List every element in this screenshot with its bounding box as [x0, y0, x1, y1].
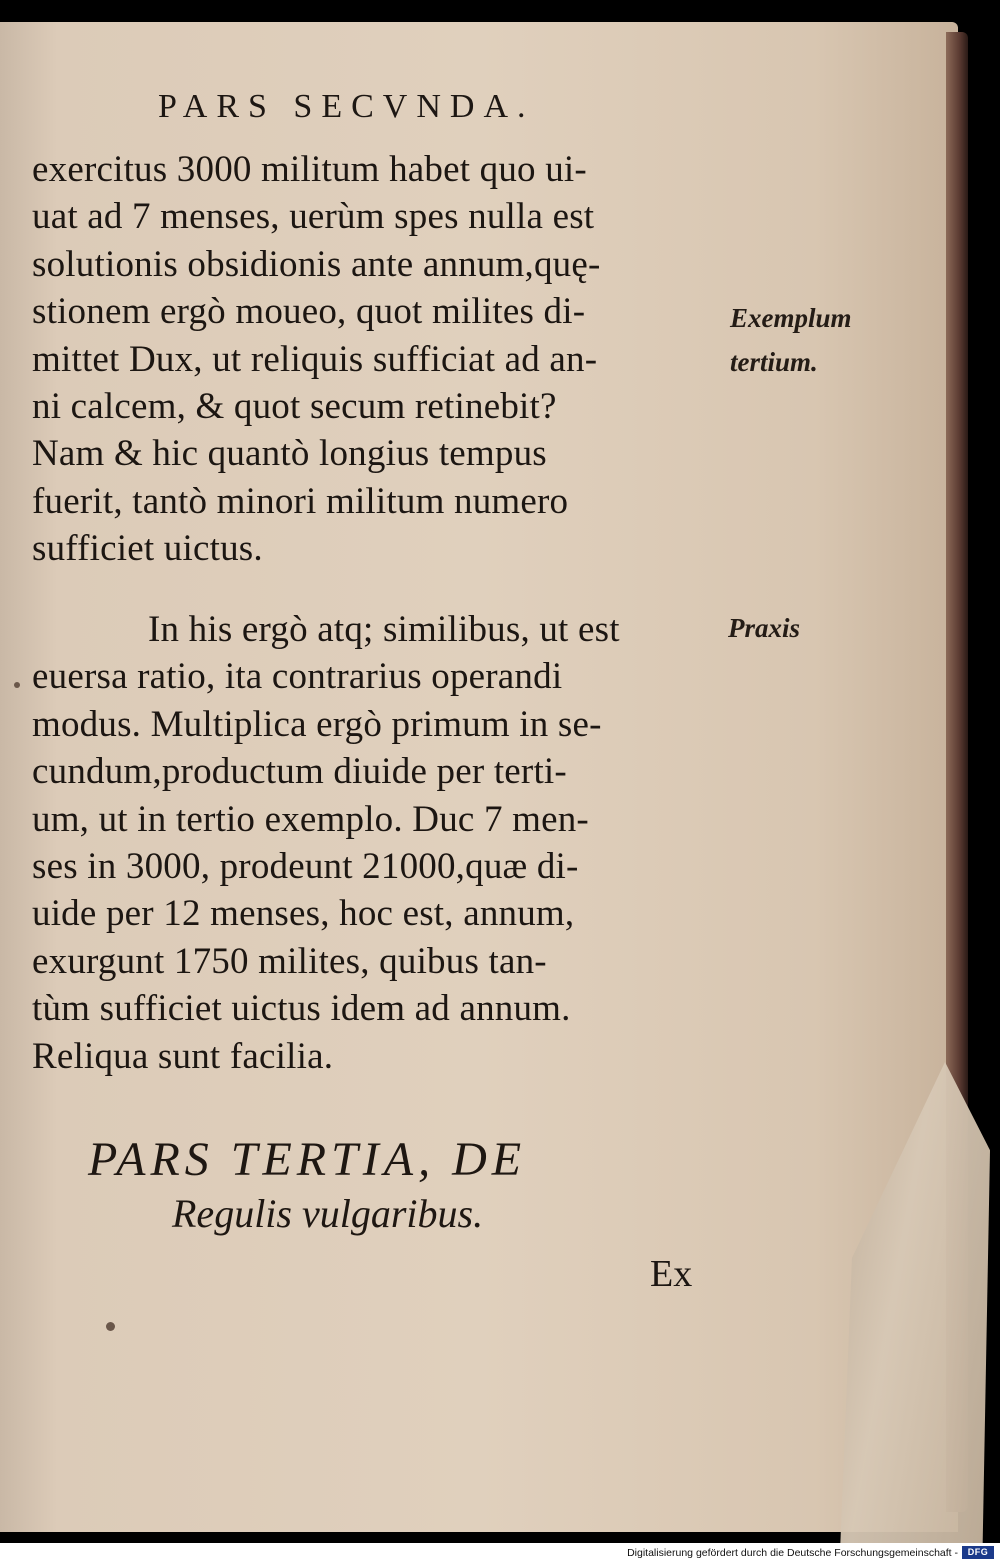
text-line: exercitus 3000 militum habet quo ui-: [32, 149, 587, 190]
text-line: solutionis obsidionis ante annum,quę-: [32, 243, 601, 285]
text-line: uide per 12 menses, hoc est, annum,: [32, 893, 575, 935]
text-line: modus. Multiplica ergò primum in se-: [32, 703, 602, 745]
text-line: um, ut in tertio exemplo. Duc 7 men-: [32, 798, 589, 840]
text-line: Reliqua sunt facilia.: [32, 1035, 334, 1077]
margin-note-exemplum: [730, 296, 852, 384]
paragraph-2: [32, 606, 712, 1080]
text-line: In his ergò atq; similibus, ut est: [148, 609, 620, 650]
margin-note-line: tertium.: [730, 347, 818, 377]
text-line: Nam & hic quantò longius tempus: [32, 433, 547, 475]
text-line: tùm sufficiet uictus idem ad annum.: [32, 988, 571, 1030]
book-page: [0, 22, 958, 1532]
footer-text: Digitalisierung gefördert durch die Deutsche Forschungsgemeinschaft -: [627, 1547, 958, 1559]
text-line: stionem ergò moueo, quot milites di-: [32, 291, 586, 333]
text-line: exurgunt 1750 milites, quibus tan-: [32, 940, 547, 982]
ink-speck: [106, 1322, 115, 1331]
text-line: euersa ratio, ita contrarius operandi: [32, 656, 563, 698]
text-line: fuerit, tantò minori militum numero: [32, 480, 569, 522]
running-header: PARS SECVNDA.: [158, 88, 535, 125]
folded-corner: [840, 1062, 990, 1552]
margin-note-praxis: Praxis: [728, 613, 801, 643]
digitization-footer: [0, 1543, 1000, 1563]
text-line: mittet Dux, ut reliquis sufficiat ad an-: [32, 338, 598, 380]
text-line: sufficiet uictus.: [32, 528, 263, 570]
paragraph-1: [32, 146, 712, 573]
text-line: uat ad 7 menses, uerùm spes nulla est: [32, 196, 595, 238]
margin-note-line: Exemplum: [730, 303, 852, 333]
section-heading: PARS TERTIA, DE: [88, 1133, 527, 1186]
section-subheading: Regulis vulgaribus.: [172, 1191, 484, 1236]
text-line: ni calcem, & quot secum retinebit?: [32, 386, 557, 428]
text-line: cundum,productum diuide per terti-: [32, 751, 567, 793]
dfg-logo-icon: DFG: [962, 1546, 994, 1559]
text-line: ses in 3000, prodeunt 21000,quæ di-: [32, 846, 579, 888]
ink-speck: [14, 682, 20, 688]
catchword: Ex: [650, 1253, 693, 1295]
